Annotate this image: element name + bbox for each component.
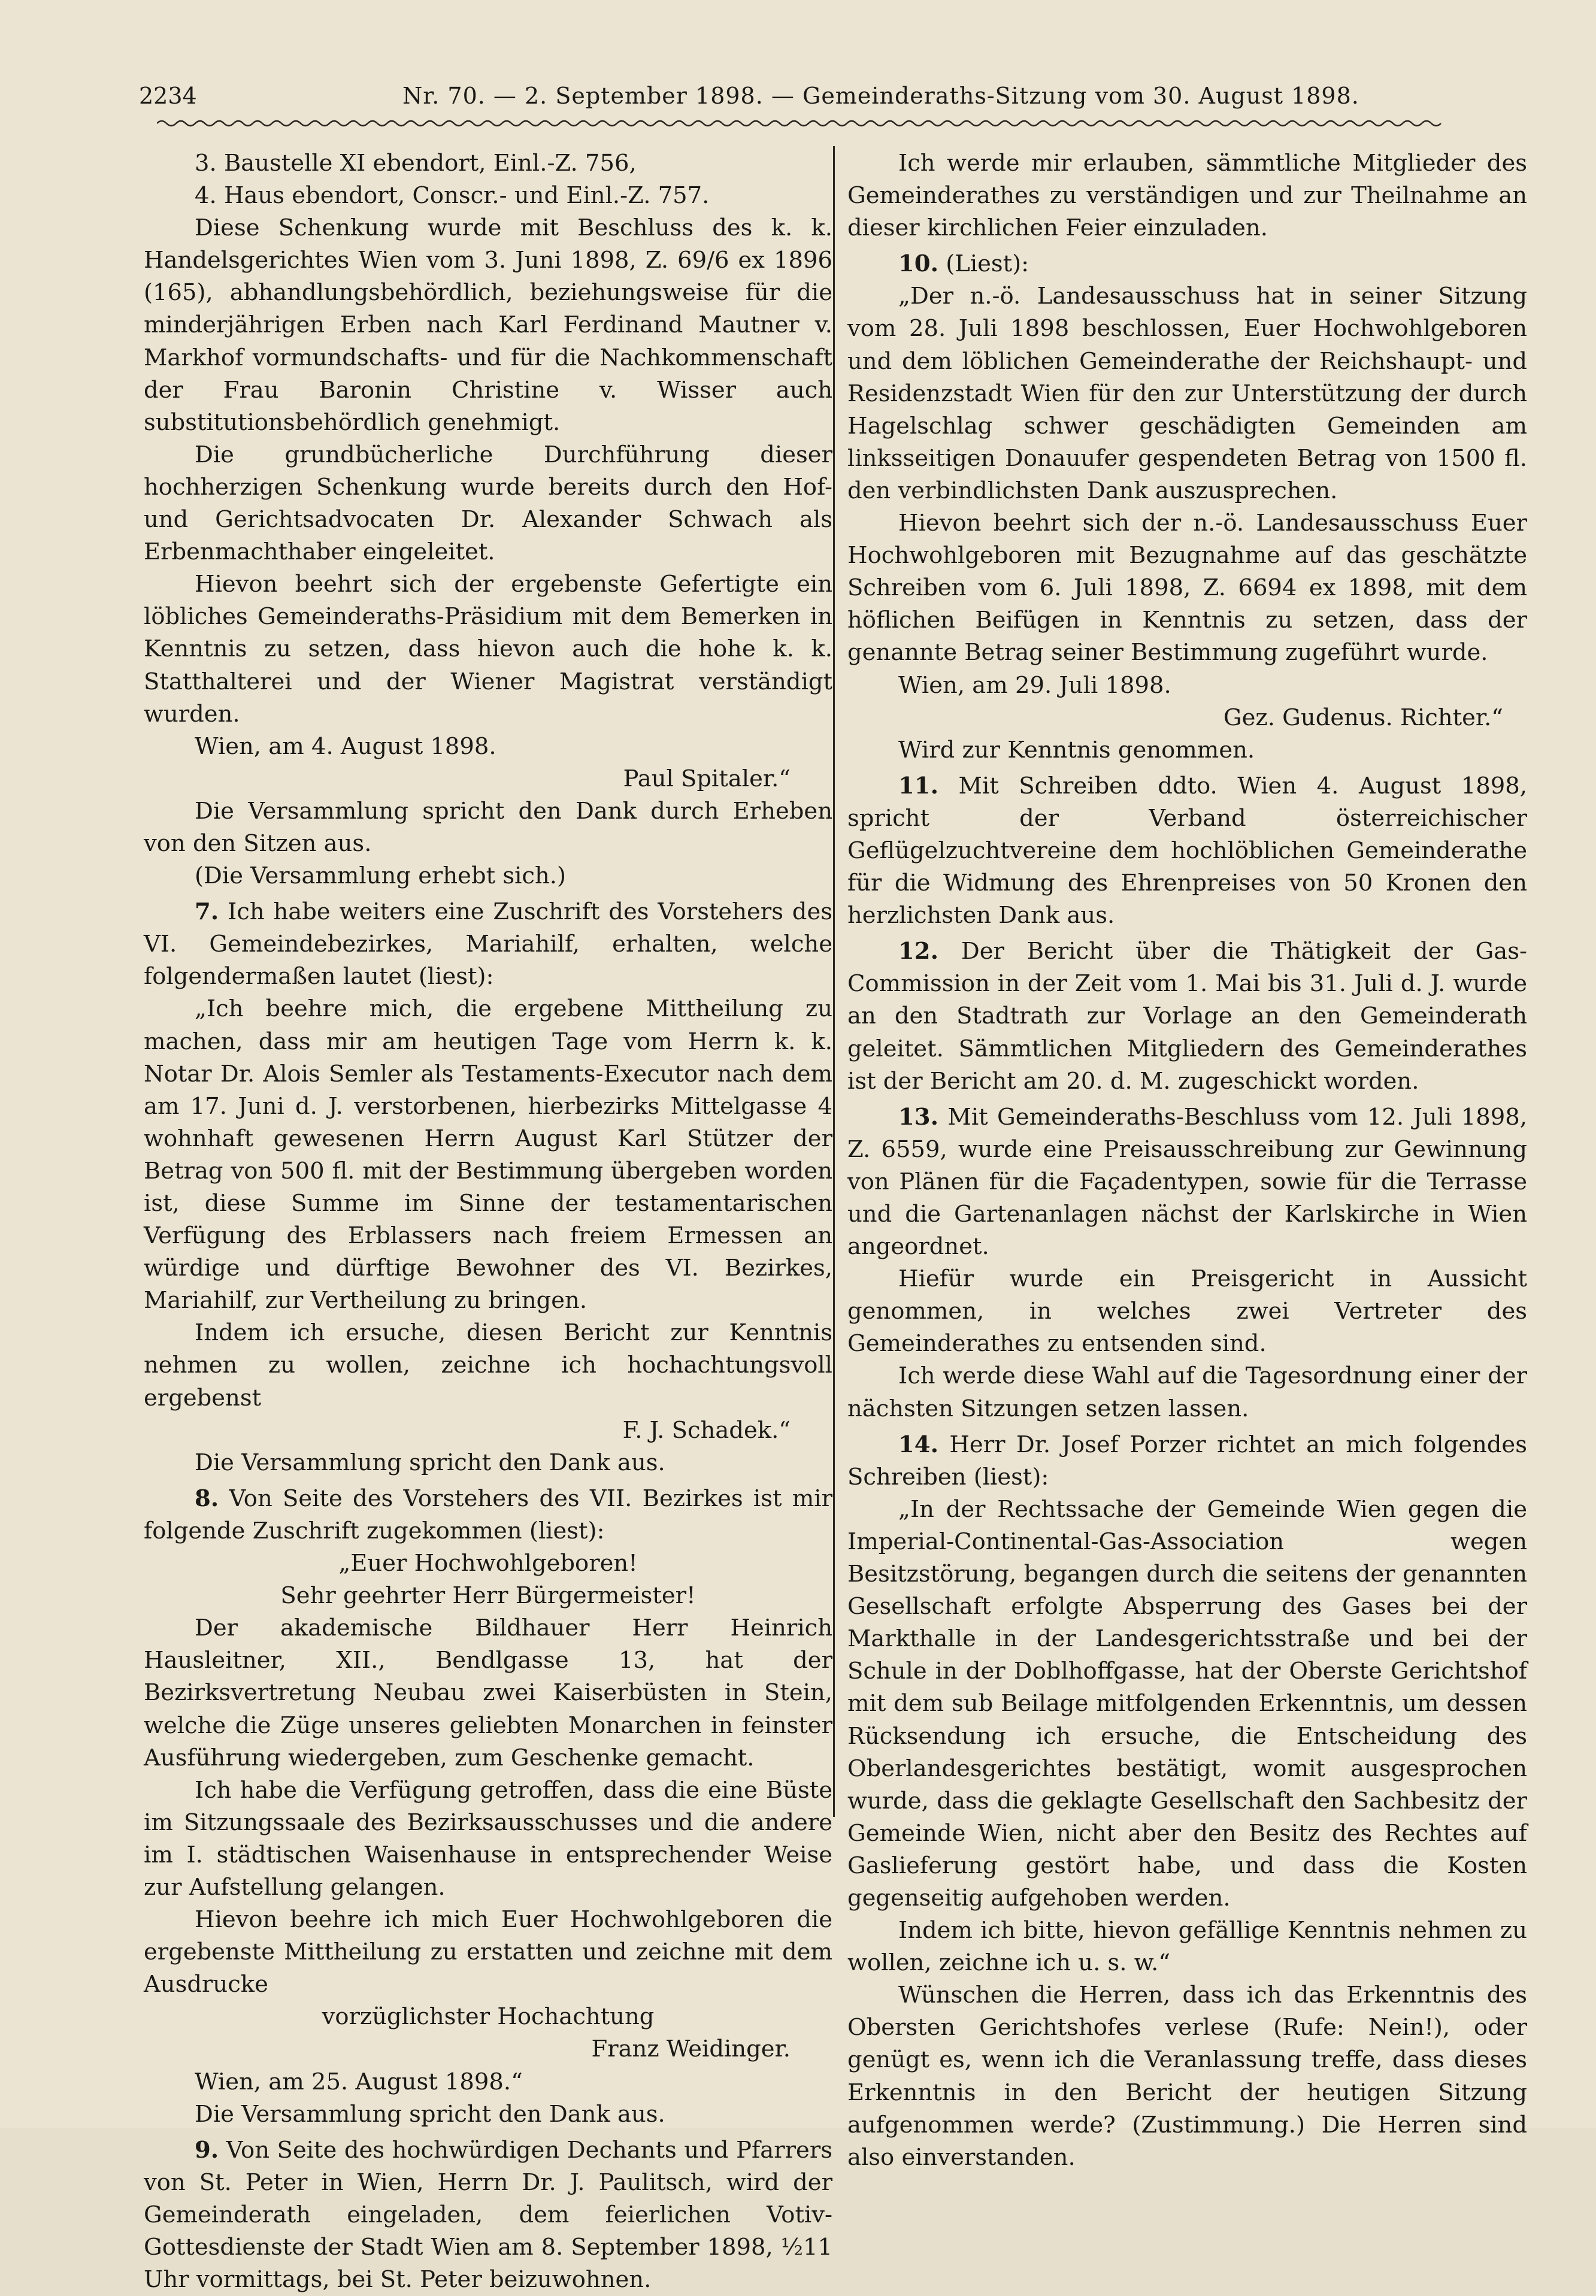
item-number: 9. bbox=[195, 2136, 219, 2164]
item-text: Mit Gemeinderaths-Beschluss vom 12. Juli 1898, Z. 6559, wurde eine Preisausschreibung zur Gewinnung von Plänen für die Façadentypen, sowie für die Terrasse und die Gartenanlagen nächst der Karlskirche in Wien angeordnet. bbox=[847, 1103, 1527, 1261]
closing: vorzüglichster Hochachtung bbox=[322, 2003, 655, 2031]
item-13 bbox=[847, 1101, 1527, 1263]
signature: Gez. Gudenus. Richter.“ bbox=[1223, 704, 1503, 731]
page-header bbox=[139, 77, 1444, 119]
paragraph-ersuche: Indem ich ersuche, diesen Bericht zur Kenntnis nehmen zu wollen, zeichne ich hochachtungsvoll ergebenst bbox=[144, 1319, 832, 1411]
paragraph-durchfuehrung: Die grundbücherliche Durchführung dieser hochherzigen Schenkung wurde bereits durch den Hof- und Gerichtsadvocaten Dr. Alexander Schwach als Erbenmachthaber eingeleitet. bbox=[144, 441, 832, 566]
paragraph-erhebt: (Die Versammlung erhebt sich.) bbox=[195, 862, 567, 890]
signature: F. J. Schadek.“ bbox=[622, 1416, 791, 1444]
item-text: Herr Dr. Josef Porzer richtet an mich folgendes Schreiben (liest): bbox=[847, 1431, 1527, 1491]
salutation: „Euer Hochwohlgeboren! bbox=[338, 1550, 638, 1577]
item-text: Ich habe weiters eine Zuschrift des Vorstehers des VI. Gemeindebezirkes, Mariahilf, erhalten, welche folgendermaßen lautet (liest): bbox=[144, 898, 832, 991]
signature: Franz Weidinger. bbox=[591, 2035, 791, 2063]
paragraph-verfuegung: Ich habe die Verfügung getroffen, dass die eine Büste im Sitzungssaale des Bezirksausschusses und die andere im I. städtischen Waisenhause in entsprechender Weise zur Aufstellung gelangen. bbox=[144, 1776, 832, 1901]
item-number: 11. bbox=[898, 772, 938, 799]
paragraph-tagesordnung: Ich werde diese Wahl auf die Tagesordnung einer der nächsten Sitzungen setzen lassen. bbox=[847, 1362, 1527, 1422]
item-10 bbox=[847, 248, 1527, 280]
item-8 bbox=[144, 1483, 832, 1547]
item-number: 10. bbox=[898, 250, 938, 278]
item-12 bbox=[847, 935, 1527, 1097]
item-number: 7. bbox=[195, 898, 219, 926]
item-14 bbox=[847, 1429, 1527, 1494]
item-number: 12. bbox=[898, 938, 938, 965]
paragraph-bitte: Indem ich bitte, hievon gefällige Kenntnis nehmen zu wollen, zeichne ich u. s. w.“ bbox=[847, 1917, 1527, 1977]
item-number: 8. bbox=[195, 1485, 219, 1512]
paragraph-kenntnis: Wird zur Kenntnis genommen. bbox=[898, 736, 1255, 764]
paragraph-hievon-beehre: Hievon beehre ich mich Euer Hochwohlgeboren die ergebenste Mittheilung zu erstatten und zeichne mit dem Ausdrucke bbox=[144, 1906, 832, 1998]
paragraph-dank: Die Versammlung spricht den Dank aus. bbox=[195, 1449, 665, 1476]
column-divider bbox=[833, 146, 835, 1817]
list-item-haus: 4. Haus ebendort, Conscr.- und Einl.-Z. 757. bbox=[195, 182, 710, 210]
paragraph-preisgericht: Hiefür wurde ein Preisgericht in Aussicht genommen, in welches zwei Vertreter des Gemeinderathes zu entsenden sind. bbox=[847, 1265, 1527, 1358]
signature: Paul Spitaler.“ bbox=[623, 765, 791, 792]
paragraph-hievon: Hievon beehrt sich der ergebenste Gefertigte ein löbliches Gemeinderaths-Präsidium mit dem Bemerken in Kenntnis zu setzen, dass hievon auch die hohe k. k. Statthalterei und der Wiener Magistrat verständigt wurden. bbox=[144, 571, 832, 728]
item-number: 13. bbox=[898, 1103, 938, 1131]
salutation: Sehr geehrter Herr Bürgermeister! bbox=[280, 1582, 696, 1610]
item-text: Mit Schreiben ddto. Wien 4. August 1898, spricht der Verband österreichischer Geflügelzuchtvereine dem hochlöblichen Gemeinderathe für die Widmung des Ehrenpreises von 50 Kronen den herzlichsten Dank aus. bbox=[847, 772, 1527, 929]
dateline: Wien, am 25. August 1898.“ bbox=[195, 2068, 523, 2095]
quoted-letter: „Ich beehre mich, die ergebene Mittheilung zu machen, dass mir am heutigen Tage vom Herrn k. k. Notar Dr. Alois Semler als Testaments-Executor nach dem am 17. Juni d. J. verstorbenen, hierbezirks Mittelgasse 4 wohnhaft gewesenen Herrn August Karl Stützer der Betrag von 500 fl. mit der Bestimmung übergeben worden ist, diese Summe im Sinne der testamentarischen Verfügung des Erblassers nach freiem Ermessen an würdige und dürftige Bewohner des VI. Bezirkes, Mariahilf, zur Vertheilung zu bringen. bbox=[144, 995, 832, 1314]
item-number: 14. bbox=[898, 1431, 938, 1458]
paragraph-bildhauer: Der akademische Bildhauer Herr Heinrich Hausleitner, XII., Bendlgasse 13, hat der Bezirksvertretung Neubau zwei Kaiserbüsten in Stein, welche die Züge unseres geliebten Monarchen in feinster Ausführung wiedergeben, zum Geschenke gemacht. bbox=[144, 1615, 832, 1771]
quoted-letter: „In der Rechtssache der Gemeinde Wien gegen die Imperial-Continental-Gas-Association wegen Besitzstörung, begangen durch die seitens der genannten Gesellschaft erfolgte Absperrung des Gases bei der Markthalle in der Landesgerichtsstraße und bei der Schule in der Doblhoffgasse, hat der Oberste Gerichtshof mit dem sub Beilage mitfolgenden Erkenntnis, um dessen Rücksendung ich ersuche, die Entscheidung des Oberlandesgerichtes bestätigt, womit ausgesprochen wurde, dass die geklagte Gesellschaft den Sachbesitz der Gemeinde Wien, nicht aber den Besitz des Rechtes auf Gaslieferung gestört habe, und dass die Kosten gegenseitig aufgehoben werden. bbox=[847, 1495, 1527, 1912]
quoted-letter: „Der n.-ö. Landesausschuss hat in seiner Sitzung vom 28. Juli 1898 beschlossen, Euer Hochwohlgeboren und dem löblichen Gemeinderathe der Reichshaupt- und Residenzstadt Wien für den zur Unterstützung der durch Hagelschlag schwer geschädigten Gemeinden am linksseitigen Donauufer gespendeten Betrag von 1500 fl. den verbindlichsten Dank auszusprechen. bbox=[847, 283, 1527, 504]
paragraph-dank: Die Versammlung spricht den Dank durch Erheben von den Sitzen aus. bbox=[144, 797, 832, 857]
paragraph-hievon: Hievon beehrt sich der n.-ö. Landesausschuss Euer Hochwohlgeboren mit Bezugnahme auf das geschätzte Schreiben vom 6. Juli 1898, Z. 6694 ex 1898, mit dem höflichen Beifügen in Kenntnis zu setzen, dass der genannte Betrag seiner Bestimmung zugeführt wurde. bbox=[847, 510, 1527, 667]
dateline: Wien, am 29. Juli 1898. bbox=[898, 671, 1171, 699]
page-number: 2234 bbox=[139, 83, 197, 109]
item-text: (Liest): bbox=[946, 250, 1029, 278]
item-11 bbox=[847, 770, 1527, 932]
left-column bbox=[144, 147, 832, 2296]
paragraph-schenkung: Diese Schenkung wurde mit Beschluss des k. k. Handelsgerichtes Wien vom 3. Juni 1898, Z. 69/6 ex 1896 (165), abhandlungsbehördlich, beziehungsweise für die minderjährigen Erben nach Karl Ferdinand Mautner v. Markhof vormundschafts- und für die Nachkommenschaft der Frau Baronin Christine v. Wisser auch substitutionsbehördlich genehmigt. bbox=[144, 214, 832, 436]
item-text: Von Seite des hochwürdigen Dechants und Pfarrers von St. Peter in Wien, Herrn Dr. J. Paulitsch, wird der Gemeinderath eingeladen, dem feierlichen Votiv-Gottesdienste der Stadt Wien am 8. September 1898, ½11 Uhr vormittags, bei St. Peter beizuwohnen. bbox=[144, 2136, 832, 2294]
list-item-baustelle: 3. Baustelle XI ebendort, Einl.-Z. 756, bbox=[195, 150, 637, 177]
header-title: Nr. 70. — 2. September 1898. — Gemeinderaths-Sitzung vom 30. August 1898. bbox=[402, 83, 1359, 109]
paragraph-wuenschen: Wünschen die Herren, dass ich das Erkenntnis des Obersten Gerichtshofes verlese (Rufe: Nein!), oder genügt es, wenn ich die Veranlassung treffe, dass dieses Erkenntnis in den Bericht der heutigen Sitzung aufgenommen werde? (Zustimmung.) Die Herren sind also einverstanden. bbox=[847, 1982, 1527, 2171]
right-column bbox=[847, 147, 1527, 2174]
item-7 bbox=[144, 896, 832, 993]
paragraph-einladen: Ich werde mir erlauben, sämmtliche Mitglieder des Gemeinderathes zu verständigen und zur Theilnahme an dieser kirchlichen Feier einzuladen. bbox=[847, 150, 1527, 242]
item-9 bbox=[144, 2134, 832, 2296]
dateline: Wien, am 4. August 1898. bbox=[195, 732, 496, 760]
item-text: Der Bericht über die Thätigkeit der Gas-Commission in der Zeit vom 1. Mai bis 31. Juli d. J. wurde an den Stadtrath zur Vorlage an den Gemeinderath geleitet. Sämmtlichen Mitgliedern des Gemeinderathes ist der Bericht am 20. d. M. zugeschickt worden. bbox=[847, 938, 1527, 1095]
header-wavy-rule bbox=[157, 117, 1444, 129]
item-text: Von Seite des Vorstehers des VII. Bezirkes ist mir folgende Zuschrift zugekommen (liest): bbox=[144, 1485, 832, 1544]
paragraph-dank: Die Versammlung spricht den Dank aus. bbox=[195, 2100, 665, 2128]
